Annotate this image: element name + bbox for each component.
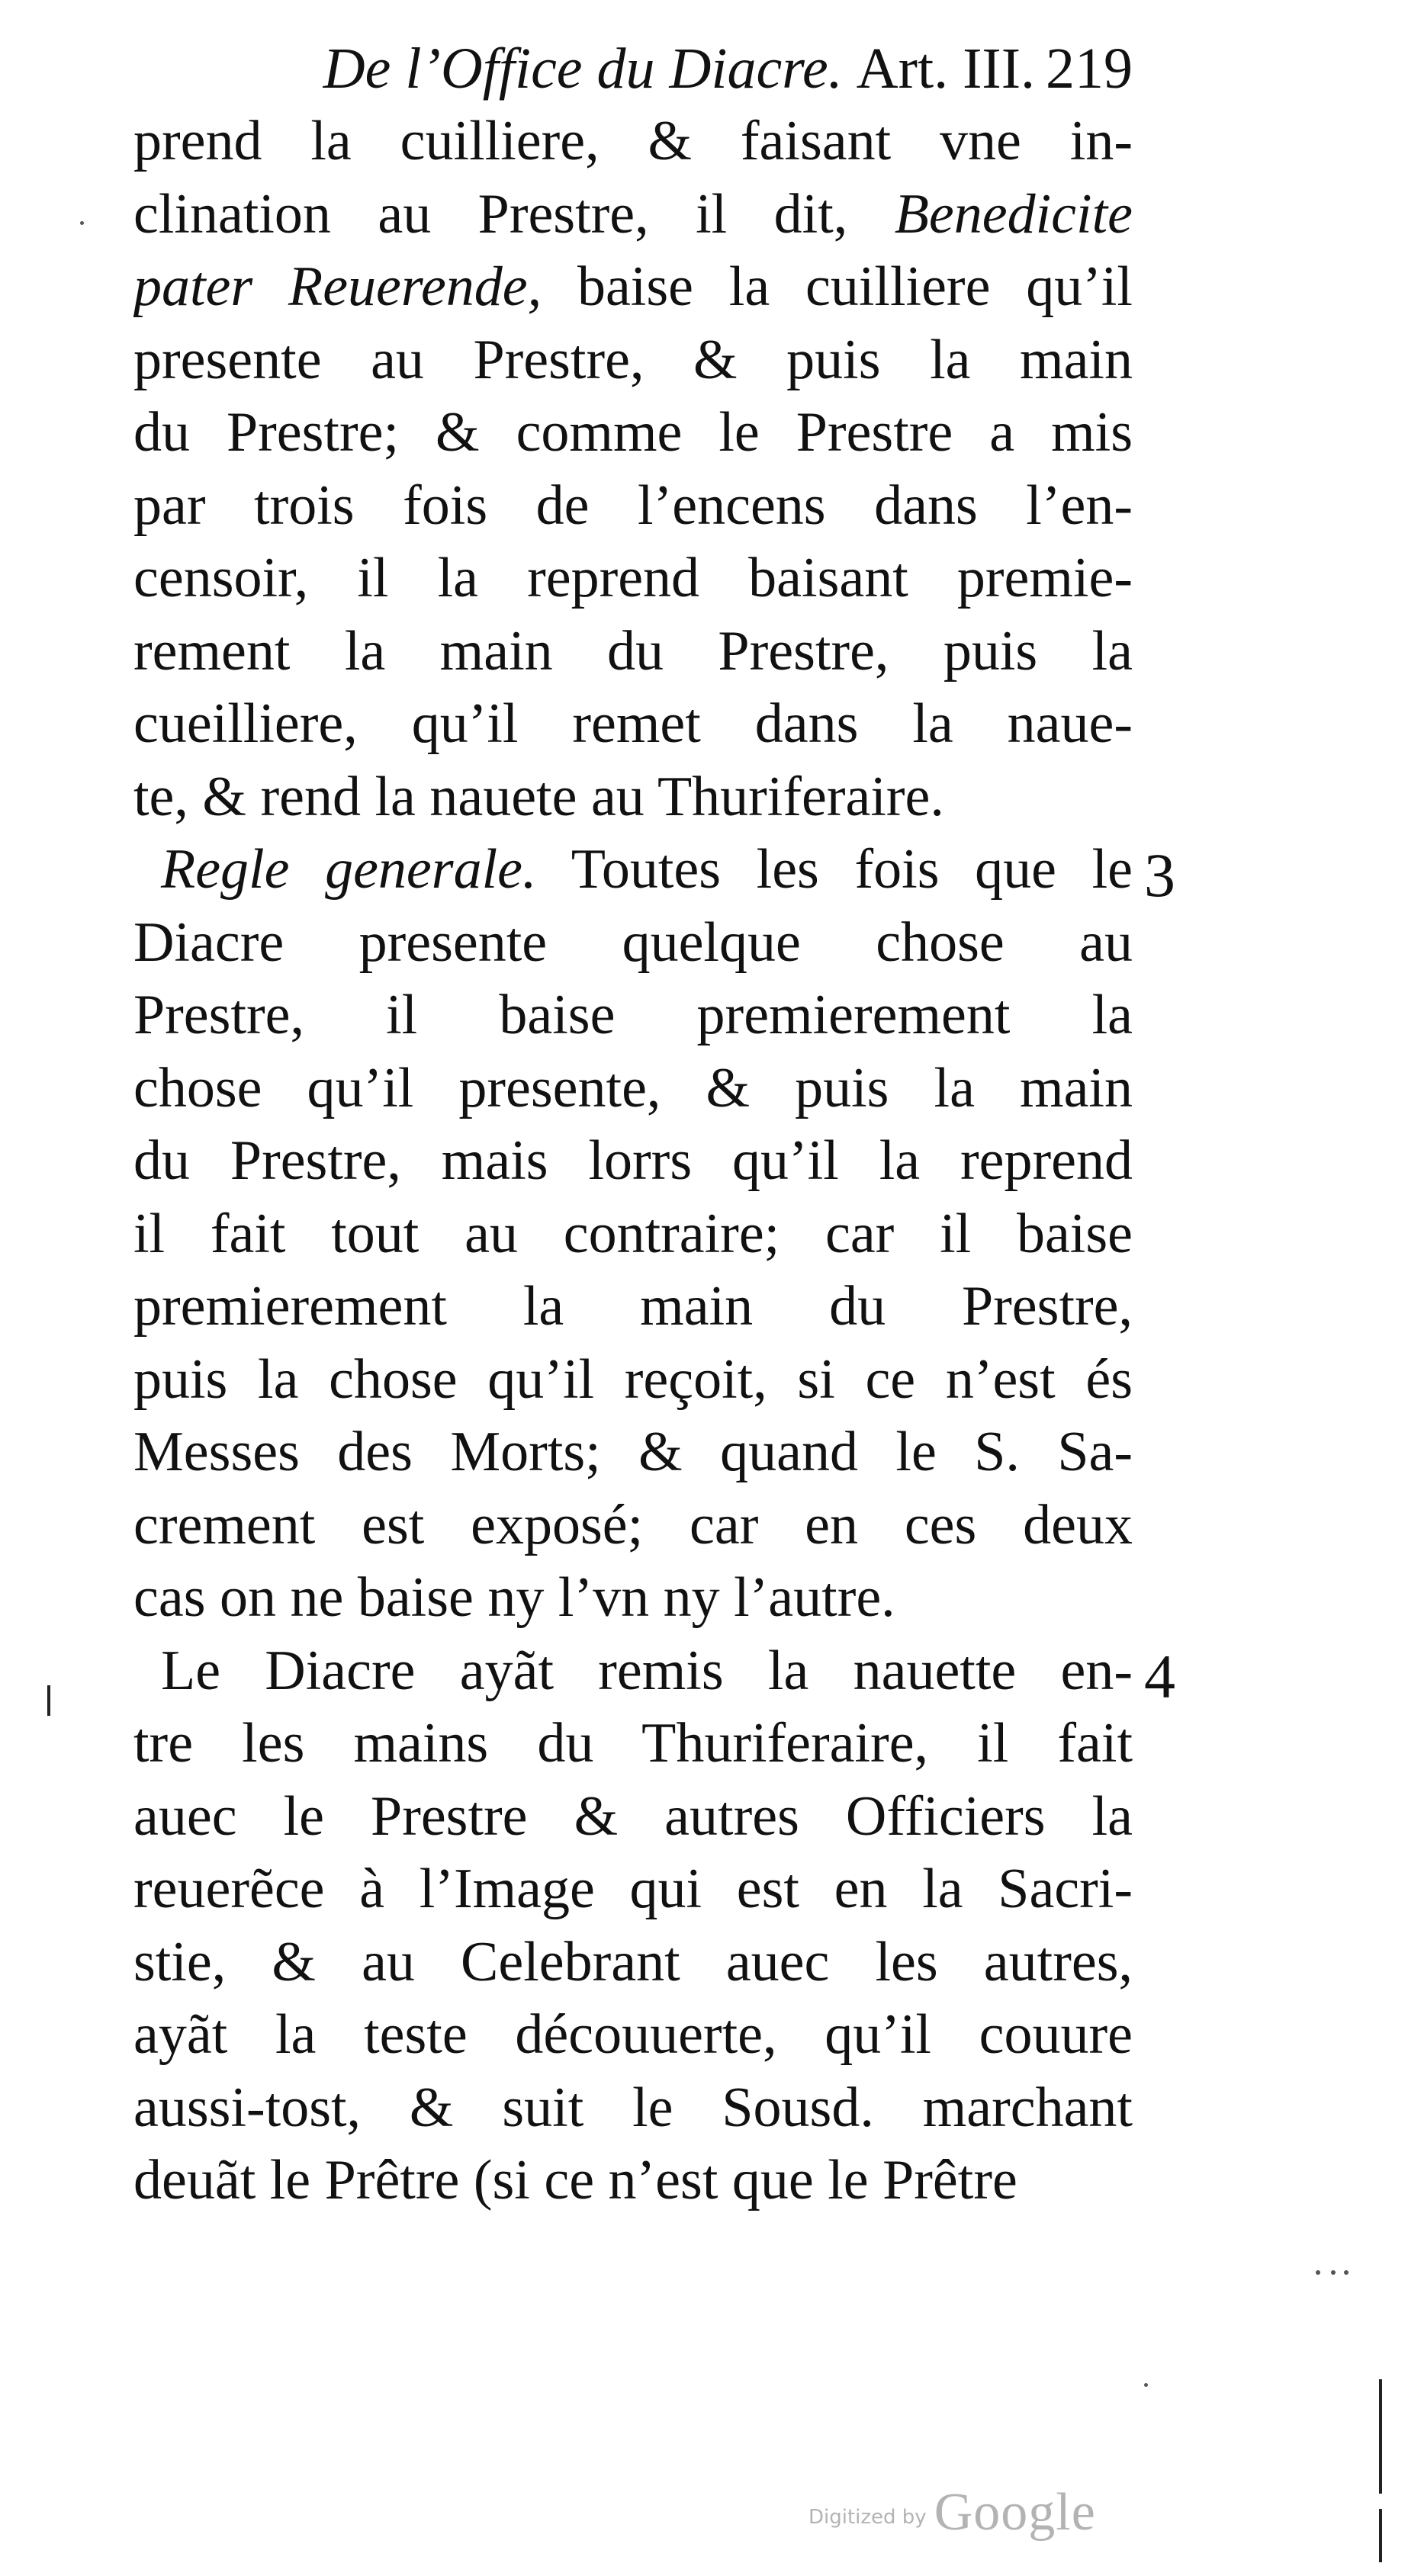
ink-speck bbox=[1344, 2270, 1349, 2275]
text-line bbox=[133, 1635, 1133, 1708]
text-run: aussi-tost, & suit le Sousd. marchant bbox=[133, 2076, 1133, 2139]
text-run: ayãt la teste découuerte, qu’il couure bbox=[133, 2003, 1133, 2066]
ink-speck bbox=[1316, 2270, 1320, 2275]
text-line bbox=[133, 324, 1133, 397]
running-head bbox=[133, 32, 1133, 105]
digitized-by-watermark bbox=[808, 2482, 1096, 2543]
text-line bbox=[133, 251, 1133, 324]
text-run: chose qu’il presente, & puis la main bbox=[133, 1056, 1133, 1119]
text-run: rement la main du Prestre, puis la bbox=[133, 619, 1133, 683]
italic-text: pater Reuerende, bbox=[133, 255, 542, 318]
ink-speck bbox=[1144, 2383, 1148, 2387]
text-run: auec le Prestre & autres Officiers la bbox=[133, 1784, 1133, 1848]
text-run: censoir, il la reprend baisant premie- bbox=[133, 547, 1133, 609]
italic-text: Regle generale. bbox=[161, 838, 537, 901]
page-edge-mark bbox=[1379, 2509, 1382, 2562]
text-run: du Prestre, mais lorrs qu’il la reprend bbox=[133, 1129, 1133, 1192]
text-line bbox=[133, 1198, 1133, 1271]
text-line bbox=[133, 1125, 1133, 1198]
text-run: Diacre presente quelque chose au bbox=[133, 911, 1133, 974]
text-line bbox=[133, 1562, 1133, 1635]
text-line bbox=[133, 1853, 1133, 1926]
text-run: tre les mains du Thuriferaire, il fait bbox=[133, 1712, 1133, 1775]
text-line bbox=[133, 979, 1133, 1052]
text-line bbox=[133, 397, 1133, 470]
text-run: Toutes les fois que le bbox=[536, 838, 1133, 901]
text-line bbox=[133, 1999, 1133, 2072]
paragraph bbox=[133, 1635, 1133, 2218]
page-edge-mark bbox=[47, 1685, 50, 1716]
running-head-title: De l’Office du Diacre. bbox=[323, 37, 843, 101]
text-run: presente au Prestre, & puis la main bbox=[133, 328, 1133, 391]
text-run: deuãt le Prêtre (si ce n’est que le Prêtre bbox=[133, 2149, 1017, 2211]
text-line bbox=[133, 615, 1133, 689]
text-line bbox=[133, 907, 1133, 980]
text-run: clination au Prestre, il dit, bbox=[133, 182, 895, 246]
paragraph bbox=[133, 105, 1133, 834]
text-line bbox=[133, 1489, 1133, 1563]
text-line bbox=[133, 2072, 1133, 2145]
text-run: cueilliere, qu’il remet dans la naue- bbox=[133, 692, 1133, 755]
text-run: Prestre, il baise premierement la bbox=[133, 984, 1133, 1046]
text-line bbox=[133, 2144, 1133, 2218]
text-run: stie, & au Celebrant auec les autres, bbox=[133, 1930, 1133, 1993]
text-run: Le Diacre ayãt remis la nauette en- bbox=[161, 1639, 1133, 1702]
page-number: 219 bbox=[1046, 37, 1133, 101]
text-run: puis la chose qu’il reçoit, si ce n’est és bbox=[133, 1347, 1133, 1411]
text-run: du Prestre; & comme le Prestre a mis bbox=[133, 401, 1133, 464]
text-run: il fait tout au contraire; car il baise bbox=[133, 1202, 1133, 1265]
text-line bbox=[133, 1781, 1133, 1854]
text-line bbox=[133, 542, 1133, 615]
text-run: te, & rend la nauete au Thuriferaire. bbox=[133, 765, 944, 828]
ink-speck bbox=[1331, 2270, 1336, 2275]
text-block bbox=[133, 32, 1133, 2218]
page-edge-mark bbox=[1379, 2379, 1382, 2494]
body-text bbox=[133, 105, 1133, 2218]
text-line bbox=[133, 470, 1133, 543]
paragraph bbox=[133, 834, 1133, 1635]
text-line bbox=[133, 178, 1133, 252]
text-run: baise la cuilliere qu’il bbox=[542, 255, 1133, 318]
text-line bbox=[133, 1344, 1133, 1417]
text-run: Messes des Morts; & quand le S. Sa- bbox=[133, 1421, 1133, 1483]
text-run: cas on ne baise ny l’vn ny l’autre. bbox=[133, 1566, 895, 1629]
text-line bbox=[133, 1707, 1133, 1781]
text-run: par trois fois de l’encens dans l’en- bbox=[133, 474, 1133, 537]
margin-number: 3 bbox=[1144, 840, 1175, 910]
text-line bbox=[133, 834, 1133, 907]
text-run: prend la cuilliere, & faisant vne in- bbox=[133, 110, 1133, 172]
text-line bbox=[133, 688, 1133, 761]
text-line bbox=[133, 105, 1133, 178]
text-run: reuerẽce à l’Image qui est en la Sacri- bbox=[133, 1858, 1133, 1920]
text-line bbox=[133, 1926, 1133, 1999]
running-head-article: Art. III. bbox=[856, 37, 1035, 101]
ink-speck bbox=[80, 221, 84, 225]
margin-number: 4 bbox=[1144, 1641, 1175, 1711]
text-run: crement est exposé; car en ces deux bbox=[133, 1493, 1133, 1556]
text-line bbox=[133, 1270, 1133, 1344]
italic-text: Benedicite bbox=[894, 182, 1133, 246]
text-line bbox=[133, 761, 1133, 834]
watermark-prefix: Digitized by bbox=[808, 2506, 927, 2529]
text-run: premierement la main du Prestre, bbox=[133, 1275, 1133, 1338]
text-line bbox=[133, 1052, 1133, 1126]
watermark-brand: Google bbox=[934, 2483, 1096, 2542]
text-line bbox=[133, 1416, 1133, 1489]
